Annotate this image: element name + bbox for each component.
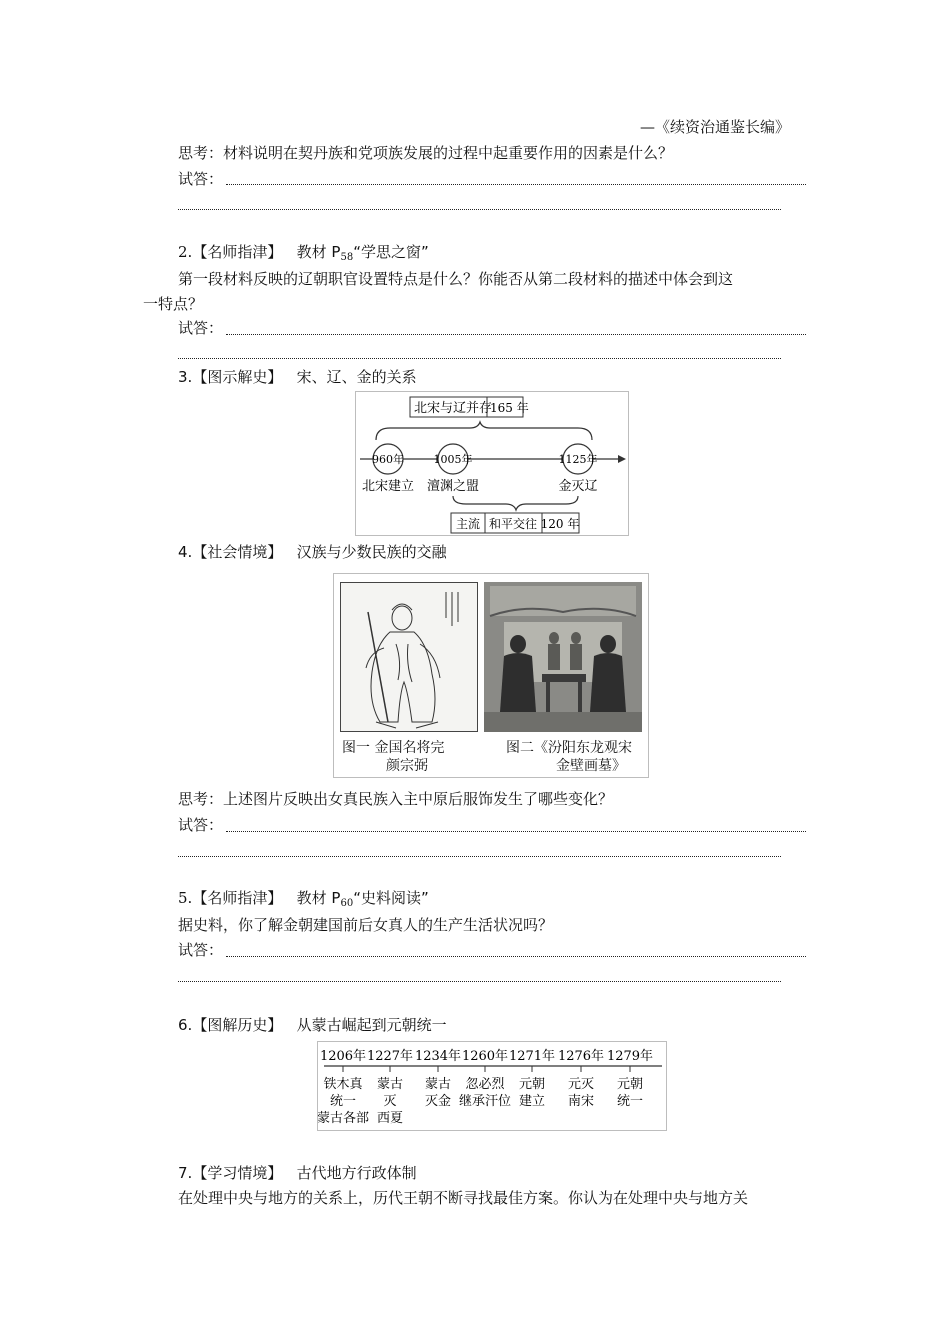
timeline-event-line: 元朝 [518, 1077, 546, 1092]
node-label-1005: 澶渊之盟 [426, 479, 480, 494]
timeline-event-line: 蒙古 [424, 1077, 452, 1092]
q5-number: 5. [178, 889, 193, 907]
q6-heading [178, 1015, 447, 1035]
timeline-year: 1276年 [557, 1049, 605, 1064]
q5-answer-label: 试答： [178, 941, 224, 959]
q5-ref-title: “史料阅读” [353, 889, 429, 907]
timeline-event-line: 南宋 [567, 1094, 595, 1109]
q2-answer-line-1[interactable] [226, 334, 806, 335]
node-year-1005: 1005年 [433, 453, 473, 466]
q7-tag: 【学习情境】 [192, 1164, 283, 1182]
node-year-960: 960年 [372, 453, 404, 466]
think-text: 上述图片反映出女真民族入主中原后服饰发生了哪些变化？ [223, 790, 614, 808]
node-year-1125: 1125年 [558, 453, 598, 466]
fig1-caption-2: 颜宗弼 [386, 758, 428, 774]
timeline-event-line: 继承汗位 [458, 1094, 512, 1109]
bottom-cell-2: 和平交往 [488, 517, 538, 531]
q3-heading [178, 367, 417, 387]
timeline-arrowhead [618, 455, 626, 463]
fig2-caption-2: 金壁画墓》 [556, 758, 626, 774]
q2-answer-line-2[interactable] [178, 358, 781, 359]
think-label: 思考： [178, 790, 224, 808]
timeline-year: 1260年 [461, 1049, 509, 1064]
q4-answer-line-1[interactable] [226, 831, 806, 832]
timeline-year: 1234年 [414, 1049, 462, 1064]
timeline-event-line: 元灭 [567, 1077, 595, 1092]
timeline-year: 1271年 [508, 1049, 556, 1064]
q4-number: 4. [178, 543, 193, 561]
q7-body: 在处理中央与地方的关系上，历代王朝不断寻找最佳方案。你认为在处理中央与地方关 [178, 1189, 749, 1207]
source-citation: —《续资治通鉴长编》 [640, 118, 791, 136]
timeline-event-line: 蒙古各部 [318, 1111, 370, 1126]
node-label-960: 北宋建立 [361, 479, 415, 494]
q4-figures [333, 573, 649, 778]
q4-tag: 【社会情境】 [192, 543, 283, 561]
fig1-caption-1: 图一 金国名将完 [342, 740, 445, 756]
timeline-event-line: 建立 [518, 1094, 546, 1109]
general-portrait-image [340, 582, 478, 732]
q1-think [178, 143, 673, 163]
node-label-1125: 金灭辽 [558, 479, 598, 494]
q2-ref-title: “学思之窗” [353, 243, 429, 261]
timeline-event-line: 铁木真 [323, 1077, 363, 1092]
mural-image [484, 582, 642, 732]
timeline-year: 1206年 [319, 1049, 367, 1064]
q2-number: 2. [178, 243, 193, 261]
timeline-svg [318, 1042, 666, 1130]
bottom-cell-3: 120 年 [540, 517, 580, 531]
timeline-event-line: 西夏 [376, 1111, 404, 1126]
q1-answer-label: 试答： [178, 170, 224, 188]
q7-title: 古代地方行政体制 [296, 1164, 417, 1182]
q2-body-2: 一特点？ [143, 295, 204, 313]
q6-number: 6. [178, 1016, 193, 1034]
q4-answer-line-2[interactable] [178, 856, 781, 857]
think-text: 材料说明在契丹族和党项族发展的过程中起重要作用的因素是什么？ [223, 144, 674, 162]
top-label-years: 165 年 [490, 401, 529, 415]
q1-answer-line-1[interactable] [226, 184, 806, 185]
bottom-cell-1: 主流 [455, 517, 481, 531]
timeline-event-line: 灭 [383, 1094, 397, 1109]
q7-heading [178, 1163, 417, 1183]
timeline-event-line: 统一 [329, 1094, 357, 1109]
top-label-text: 北宋与辽并存 [414, 401, 493, 416]
q6-title: 从蒙古崛起到元朝统一 [296, 1016, 447, 1034]
timeline-year: 1279年 [606, 1049, 654, 1064]
q7-number: 7. [178, 1164, 193, 1182]
q6-tag: 【图解历史】 [192, 1016, 283, 1034]
diagram-svg [356, 392, 628, 535]
q2-tag: 【名师指津】 [192, 243, 283, 261]
timeline-event-line: 蒙古 [376, 1077, 404, 1092]
q2-answer-label: 试答： [178, 319, 224, 337]
timeline-event-line: 忽必烈 [465, 1077, 505, 1092]
bottom-brace [453, 496, 578, 510]
timeline-year: 1227年 [366, 1049, 414, 1064]
q4-answer-label: 试答： [178, 816, 224, 834]
timeline-event-line: 灭金 [424, 1094, 452, 1109]
top-brace [376, 422, 592, 440]
q5-answer-line-2[interactable] [178, 981, 781, 982]
q2-ref-page: 58 [340, 252, 354, 263]
q5-answer-line-1[interactable] [226, 956, 806, 957]
timeline-event-line: 元朝 [616, 1077, 644, 1092]
mongol-yuan-timeline [317, 1041, 667, 1131]
q2-ref-prefix: 教材 P [296, 243, 341, 261]
q5-body: 据史料，你了解金朝建国前后女真人的生产生活状况吗？ [178, 916, 554, 934]
q3-tag: 【图示解史】 [192, 368, 283, 386]
q4-think [178, 789, 613, 809]
q4-title: 汉族与少数民族的交融 [296, 543, 447, 561]
q5-heading [178, 888, 429, 914]
timeline-event-line: 统一 [616, 1094, 644, 1109]
q2-heading [178, 242, 429, 268]
q4-heading [178, 542, 447, 562]
q1-answer-line-2[interactable] [178, 209, 781, 210]
think-label: 思考： [178, 144, 224, 162]
q5-tag: 【名师指津】 [192, 889, 283, 907]
q5-ref-prefix: 教材 P [296, 889, 341, 907]
song-liao-jin-diagram [355, 391, 629, 536]
q3-title: 宋、辽、金的关系 [296, 368, 417, 386]
q5-ref-page: 60 [340, 898, 354, 909]
fig2-caption-1: 图二《汾阳东龙观宋 [506, 740, 632, 756]
q2-body-1: 第一段材料反映的辽朝职官设置特点是什么？你能否从第二段材料的描述中体会到这 [178, 270, 734, 288]
q3-number: 3. [178, 368, 193, 386]
